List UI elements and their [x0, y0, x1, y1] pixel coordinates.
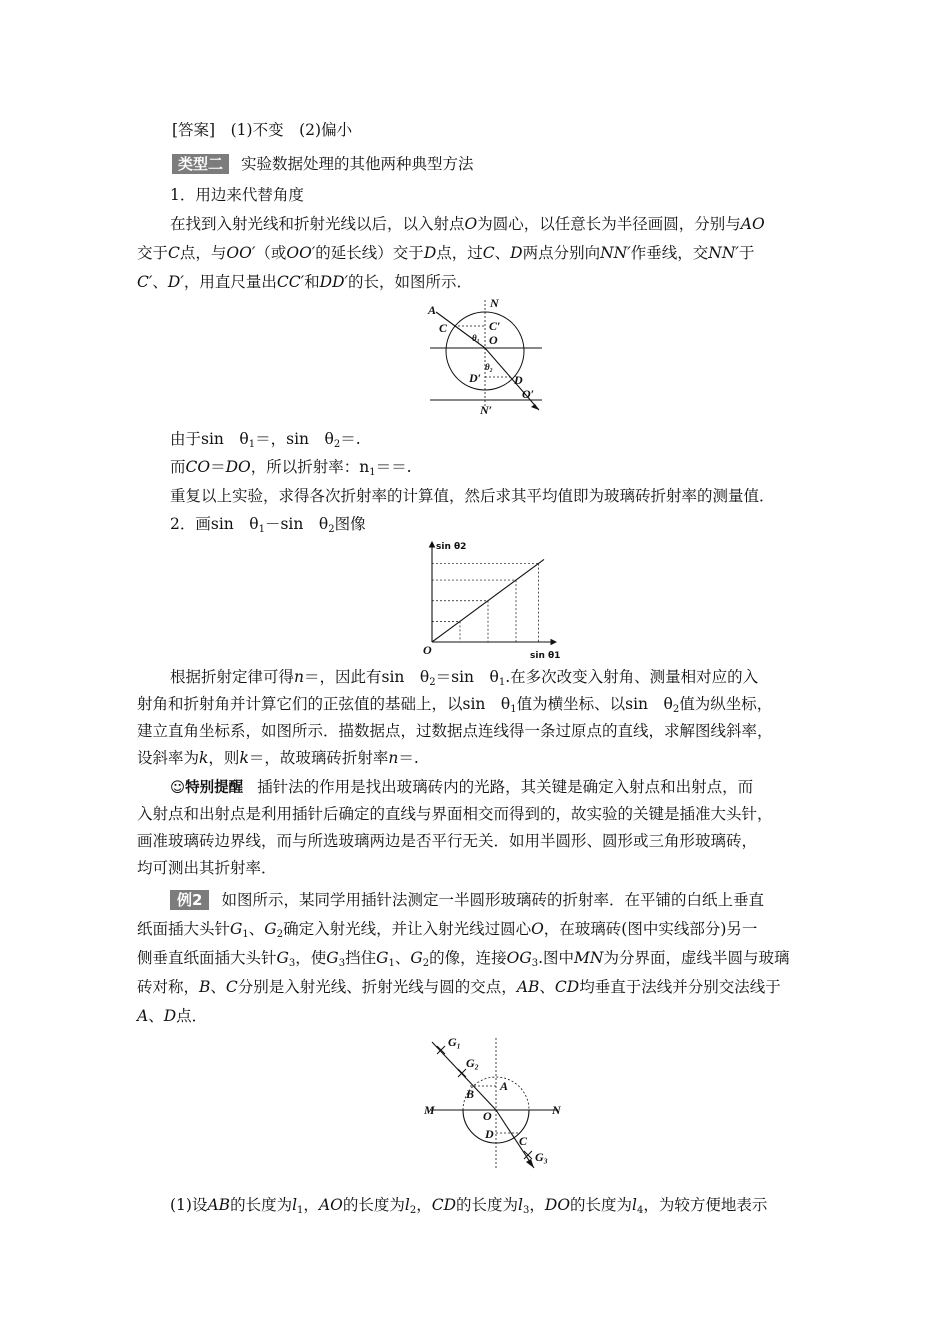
label-G1: G₁	[448, 1035, 461, 1049]
text: D	[510, 244, 523, 262]
text: ＝，故玻璃砖折射率	[248, 749, 389, 767]
label-O: O	[483, 1109, 492, 1123]
text: －sin θ	[264, 515, 329, 533]
label-G3: G₃	[535, 1150, 548, 1164]
text: ，使	[295, 949, 327, 967]
text: AO	[740, 215, 765, 233]
text: k	[199, 749, 209, 767]
text: NN′	[708, 244, 739, 262]
text: CD	[431, 1196, 457, 1214]
text: OO′	[226, 244, 256, 262]
text: ，	[303, 1196, 319, 1214]
origin-label: O	[423, 643, 432, 657]
text: n	[388, 749, 399, 767]
m1-line3	[137, 271, 472, 293]
text: 于	[738, 244, 755, 262]
text: k	[239, 749, 249, 767]
text: CC′	[276, 273, 305, 291]
text: 、	[210, 978, 226, 996]
label-N: N	[490, 296, 499, 310]
smiley-icon: ☺	[170, 780, 186, 796]
text: .图中	[538, 949, 575, 967]
text: 1	[369, 467, 376, 478]
text: 3	[288, 958, 296, 969]
text: 2	[276, 929, 284, 940]
m1-line2	[137, 242, 754, 264]
text: AB	[516, 978, 540, 996]
m2-line3: 建立直角坐标系，如图所示．描数据点，过数据点连线得一条过原点的直线，求解图线斜率，	[137, 722, 773, 740]
text: (1)设	[170, 1196, 208, 1214]
text: 纸面插大头针	[137, 920, 231, 938]
text: ＝，因此有sin θ	[304, 668, 430, 686]
text: 1	[388, 958, 395, 969]
m2-line2	[137, 693, 772, 715]
text: ＝	[210, 458, 226, 476]
text: 的长度为	[570, 1196, 633, 1214]
text: 设斜率为	[137, 749, 200, 767]
text: 挡住	[345, 949, 377, 967]
text: ，在玻璃砖(图中实线部分)另一	[543, 920, 758, 938]
text: 1	[498, 677, 506, 688]
label-O-prime: O′	[522, 387, 535, 401]
example-tag: 例2	[170, 890, 209, 910]
text: 、	[494, 244, 511, 262]
text: ，用直尺量出	[183, 273, 277, 291]
text: 点，与	[179, 244, 227, 262]
text: OO′	[286, 244, 316, 262]
text: 而	[170, 458, 186, 476]
text: G	[264, 920, 277, 938]
circle	[446, 312, 524, 390]
text: 交于	[137, 244, 169, 262]
text: CO	[185, 458, 211, 476]
text: 的延长线）交于	[315, 244, 424, 262]
text: 、	[539, 978, 555, 996]
text: 1	[258, 524, 265, 535]
formula-sin	[170, 428, 361, 450]
text: 射角和折射角并计算它们的正弦值的基础上，以sin θ	[137, 695, 511, 713]
circle-refraction-figure	[418, 296, 552, 420]
text: 2	[422, 958, 430, 969]
text: 、	[248, 920, 265, 938]
text: 砖对称，	[137, 978, 200, 996]
text: DO	[225, 458, 251, 476]
text: l	[632, 1196, 638, 1214]
y-axis-label: sin θ2	[436, 542, 467, 552]
text: 2．画sin θ	[170, 515, 259, 533]
text: G	[326, 949, 339, 967]
text: 在找到入射光线和折射光线以后，以入射点	[170, 215, 465, 233]
label-G2: G₂	[466, 1056, 479, 1070]
example-line3	[137, 947, 790, 969]
text: 插针法的作用是找出玻璃砖内的光路，其关键是确定入射点和出射点，而	[257, 778, 754, 796]
text: DO	[544, 1196, 571, 1214]
section-header	[172, 153, 474, 175]
text: 2	[672, 704, 680, 715]
answer-line	[172, 119, 352, 141]
text: D′	[167, 273, 184, 291]
note-line1	[170, 776, 753, 799]
example-line2	[137, 918, 757, 940]
section-title: 实验数据处理的其他两种典型方法	[241, 155, 474, 173]
text: 、	[148, 1007, 164, 1025]
text: NN′	[600, 244, 631, 262]
text: ＝.	[398, 749, 419, 767]
text: 由于sin θ	[170, 430, 249, 448]
note-line4: 均可测出其折射率．	[137, 859, 277, 877]
text: 、	[152, 273, 168, 291]
text: 为圆心，以任意长为半径画圆，分别与	[477, 215, 741, 233]
text: AO	[318, 1196, 343, 1214]
text: l	[518, 1196, 523, 1214]
text: 均垂直于法线并分别交法线于	[579, 978, 781, 996]
text: 如图所示，某同学用插针法测定一半圆形玻璃砖的折射率．在平铺的白纸上垂直	[221, 891, 764, 909]
text: 根据折射定律可得	[170, 668, 295, 686]
text: ，则	[208, 749, 240, 767]
text: AB	[207, 1196, 231, 1214]
label-B: B	[466, 1087, 475, 1101]
method1-heading: 1．用边来代替角度	[170, 186, 304, 204]
text: 、	[394, 949, 411, 967]
text: D	[163, 1007, 177, 1025]
text: A	[137, 1007, 149, 1025]
method2-heading	[170, 513, 366, 535]
text: 2	[333, 439, 341, 450]
note-line2: 入射点和出射点是利用插针后确定的直线与界面相交而得到的，故实验的关键是插准大头针，	[137, 805, 773, 823]
text: l	[404, 1196, 410, 1214]
text: C	[482, 244, 495, 262]
text: O	[531, 920, 544, 938]
text: 侧垂直纸面插大头针	[137, 949, 277, 967]
text: 分别是入射光线、折射光线与圆的交点，	[237, 978, 517, 996]
text: DD′	[319, 273, 349, 291]
text: ＝.	[340, 430, 361, 448]
label-C: C	[439, 321, 448, 335]
question-1	[170, 1194, 767, 1216]
answer-2: (2)偏小	[299, 121, 353, 139]
label-D-prime: D′	[469, 371, 482, 385]
text: C′	[137, 273, 153, 291]
label-M: M	[424, 1103, 435, 1117]
text: 1	[510, 704, 517, 715]
text: 2	[409, 1205, 417, 1216]
answer-1: (1)不变	[230, 121, 284, 139]
text: 的长度为	[342, 1196, 405, 1214]
text: B	[199, 978, 211, 996]
example-line5	[137, 1005, 207, 1027]
text: OG	[506, 949, 532, 967]
label-theta1: θ₁	[472, 333, 480, 343]
label-A: A	[500, 1079, 509, 1093]
ray-arrow	[526, 1159, 534, 1168]
text: G	[230, 920, 243, 938]
m2-line4	[137, 747, 419, 769]
text: 1	[248, 439, 256, 450]
incident-ray	[432, 1042, 496, 1110]
text: .在多次改变入射角、测量相对应的入	[505, 668, 759, 686]
text: 点，过	[436, 244, 483, 262]
answer-label: [答案]	[172, 121, 216, 139]
label-theta2: θ₂	[485, 362, 493, 372]
text: 3	[338, 958, 346, 969]
text: 值为纵坐标，	[679, 695, 773, 713]
text: l	[292, 1196, 298, 1214]
text: ＝＝.	[375, 458, 412, 476]
text: G	[376, 949, 389, 967]
text: n	[294, 668, 304, 686]
text: 作垂线，交	[630, 244, 709, 262]
text: 2	[328, 524, 335, 535]
text: ，	[416, 1196, 432, 1214]
text: G	[276, 949, 289, 967]
section-tag: 类型二	[172, 154, 229, 174]
example-line4	[137, 976, 781, 998]
m1-line1	[170, 213, 765, 235]
label-N: N	[552, 1103, 561, 1117]
label-A: A	[428, 303, 437, 317]
text: 4	[637, 1205, 644, 1216]
text: ，为较方便地表示	[643, 1196, 768, 1214]
text: 2	[429, 677, 436, 688]
sin-graph	[420, 538, 560, 662]
text: D	[423, 244, 437, 262]
text: 的长，如图所示．	[348, 273, 473, 291]
x-axis-label: sin θ1	[530, 651, 560, 661]
example-line1	[170, 889, 764, 911]
text: 两点分别向	[522, 244, 601, 262]
text: 1	[242, 929, 249, 940]
ray-arrow	[531, 404, 539, 410]
text: ＝sin θ	[435, 668, 499, 686]
text: 1	[297, 1205, 304, 1216]
note-label	[170, 780, 243, 796]
text: ，	[529, 1196, 545, 1214]
text: CD	[554, 978, 580, 996]
label-D: D	[514, 373, 523, 387]
repeat-text: 重复以上实验，求得各次折射率的计算值，然后求其平均值即为玻璃砖折射率的测量值．	[170, 487, 775, 505]
m2-line1	[170, 666, 758, 688]
text: ＝，sin θ	[255, 430, 334, 448]
text: 特别提醒	[185, 780, 244, 796]
label-C: C	[519, 1134, 528, 1148]
text: 确定入射光线，并让入射光线过圆心	[283, 920, 532, 938]
text: （或	[255, 244, 287, 262]
semicircle-figure	[420, 1034, 570, 1174]
text: 和	[304, 273, 320, 291]
text: 图像	[334, 515, 366, 533]
text: 为分界面，虚线半圆与玻璃	[603, 949, 790, 967]
text: MN	[574, 949, 604, 967]
text: 值为横坐标、以sin θ	[516, 695, 673, 713]
text: ，所以折射率：n	[250, 458, 370, 476]
text: C	[225, 978, 238, 996]
text: C	[168, 244, 180, 262]
text: 3	[531, 958, 539, 969]
text: G	[410, 949, 423, 967]
label-N-prime: N′	[480, 403, 493, 417]
text: 3	[523, 1205, 530, 1216]
note-line3: 画准玻璃砖边界线，而与所选玻璃两边是否平行无关．如用半圆形、圆形或三角形玻璃砖，	[137, 832, 758, 850]
text: 的长度为	[230, 1196, 293, 1214]
formula-n	[170, 456, 412, 478]
text: 的长度为	[456, 1196, 519, 1214]
text: O	[464, 215, 478, 233]
label-O: O	[489, 333, 498, 347]
label-C-prime: C′	[489, 319, 501, 333]
label-D: D	[485, 1127, 494, 1141]
text: 点．	[176, 1007, 208, 1025]
text: 的像，连接	[429, 949, 507, 967]
